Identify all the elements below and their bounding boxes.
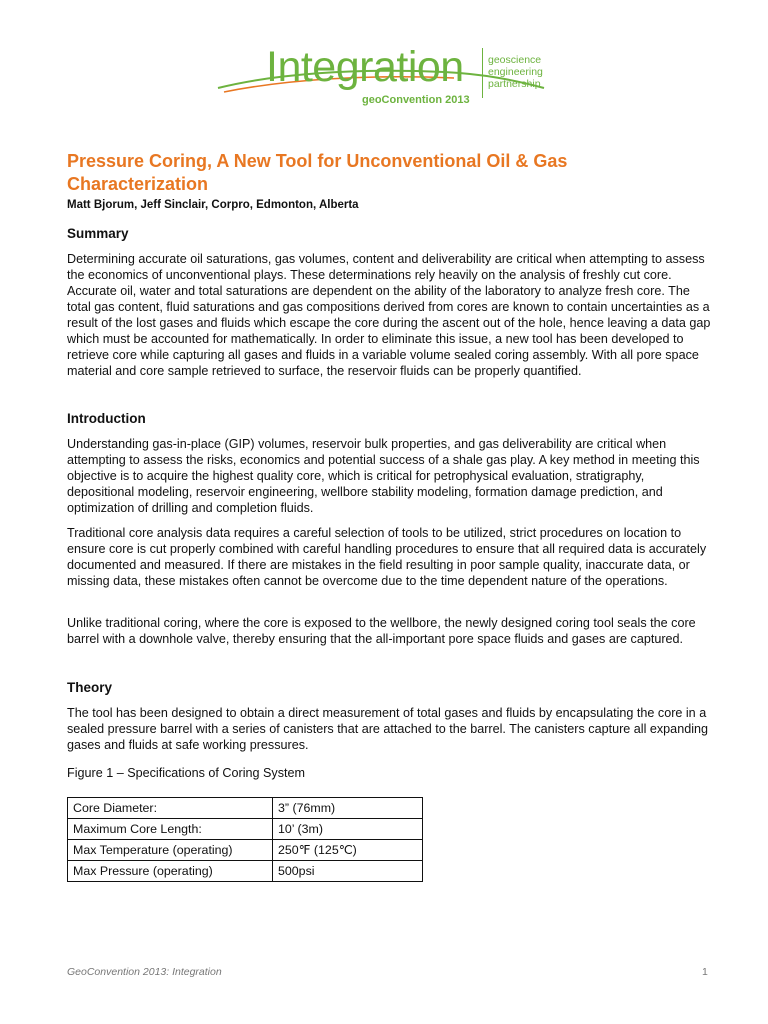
paper-authors: Matt Bjorum, Jeff Sinclair, Corpro, Edmonton, Alberta (67, 199, 359, 211)
table-row (68, 819, 423, 840)
logo-tagline-line: geoscience (488, 54, 542, 66)
logo-tagline-line: engineering (488, 66, 543, 78)
figure-caption: Figure 1 – Specifications of Coring System (67, 766, 305, 780)
section-heading-theory: Theory (67, 680, 113, 695)
introduction-paragraph: Unlike traditional coring, where the core is exposed to the wellbore, the newly designed coring tool seals the core barrel with a downhole valve, thereby ensuring that the all-important pore space fluids and gases are captured. (67, 616, 696, 646)
logo-subtitle: geoConvention 2013 (362, 94, 470, 106)
introduction-paragraph: Understanding gas-in-place (GIP) volumes, reservoir bulk properties, and gas deliverability are critical when attempting to assess the risks, economics and potential success of a shale gas play. A key method in meeting this objective is to acquire the highest quality core, which is critical for petrophysical evaluation, stratigraphy, depositional modeling, reservoir engineering, wellbore stability modeling, formation damage prediction, and optimization of drilling and completion fluids. (67, 437, 700, 515)
table-row (68, 798, 423, 819)
logo-wordmark: Integration (266, 43, 464, 91)
conference-logo (214, 44, 566, 116)
table-cell-value: 500psi (273, 861, 423, 882)
introduction-paragraph: Traditional core analysis data requires a careful selection of tools to be utilized, strict procedures on location to ensure core is cut properly combined with careful handling procedures to ensure that all required data is accurately documented and measured. If there are mistakes in the field resulting in poor sample quality, inaccurate data, or missing data, these mistakes often cannot be overcome due to the time dependent nature of the operations. (67, 526, 707, 588)
specifications-table (67, 797, 423, 882)
section-heading-summary: Summary (67, 226, 129, 241)
footer-conference: GeoConvention 2013: Integration (67, 966, 222, 978)
table-cell-label: Max Pressure (operating) (68, 861, 273, 882)
table-cell-value: 3” (76mm) (273, 798, 423, 819)
table-row (68, 861, 423, 882)
logo-tagline-line: partnership (488, 78, 541, 90)
table-cell-label: Maximum Core Length: (68, 819, 273, 840)
page-number: 1 (702, 966, 708, 978)
table-row (68, 840, 423, 861)
table-cell-value: 250℉ (125℃) (273, 840, 423, 861)
logo-divider (482, 48, 483, 98)
section-heading-introduction: Introduction (67, 411, 146, 426)
table-cell-label: Max Temperature (operating) (68, 840, 273, 861)
summary-paragraph: Determining accurate oil saturations, gas volumes, content and deliverability are critical when attempting to assess the economics of unconventional plays. These determinations rely heavily on the analysis of freshly cut core. Accurate oil, water and total saturations are dependent on the ability of the laboratory to analyze fresh core. The total gas content, fluid saturations and gas compositions derived from cores are known to contain uncertainties as a result of the lost gases and fluids which escape the core during the ascent out of the hole, hence leaving a data gap which must be accounted for mathematically. In order to eliminate this issue, a new tool has been developed to retrieve core while capturing all gases and fluids in a variable volume sealed coring assembly. With all pore space material and core sample retrieved to surface, the reservoir fluids can be properly quantified. (67, 252, 711, 378)
theory-paragraph: The tool has been designed to obtain a direct measurement of total gases and fluids by encapsulating the core in a sealed pressure barrel with a series of canisters that are attached to the barrel. The canisters capture all expanding gases and fluids at safe working pressures. (67, 706, 709, 752)
table-cell-value: 10’ (3m) (273, 819, 423, 840)
table-cell-label: Core Diameter: (68, 798, 273, 819)
paper-title: Pressure Coring, A New Tool for Unconventional Oil & Gas Characterization (67, 151, 568, 194)
logo-tagline (488, 54, 543, 90)
